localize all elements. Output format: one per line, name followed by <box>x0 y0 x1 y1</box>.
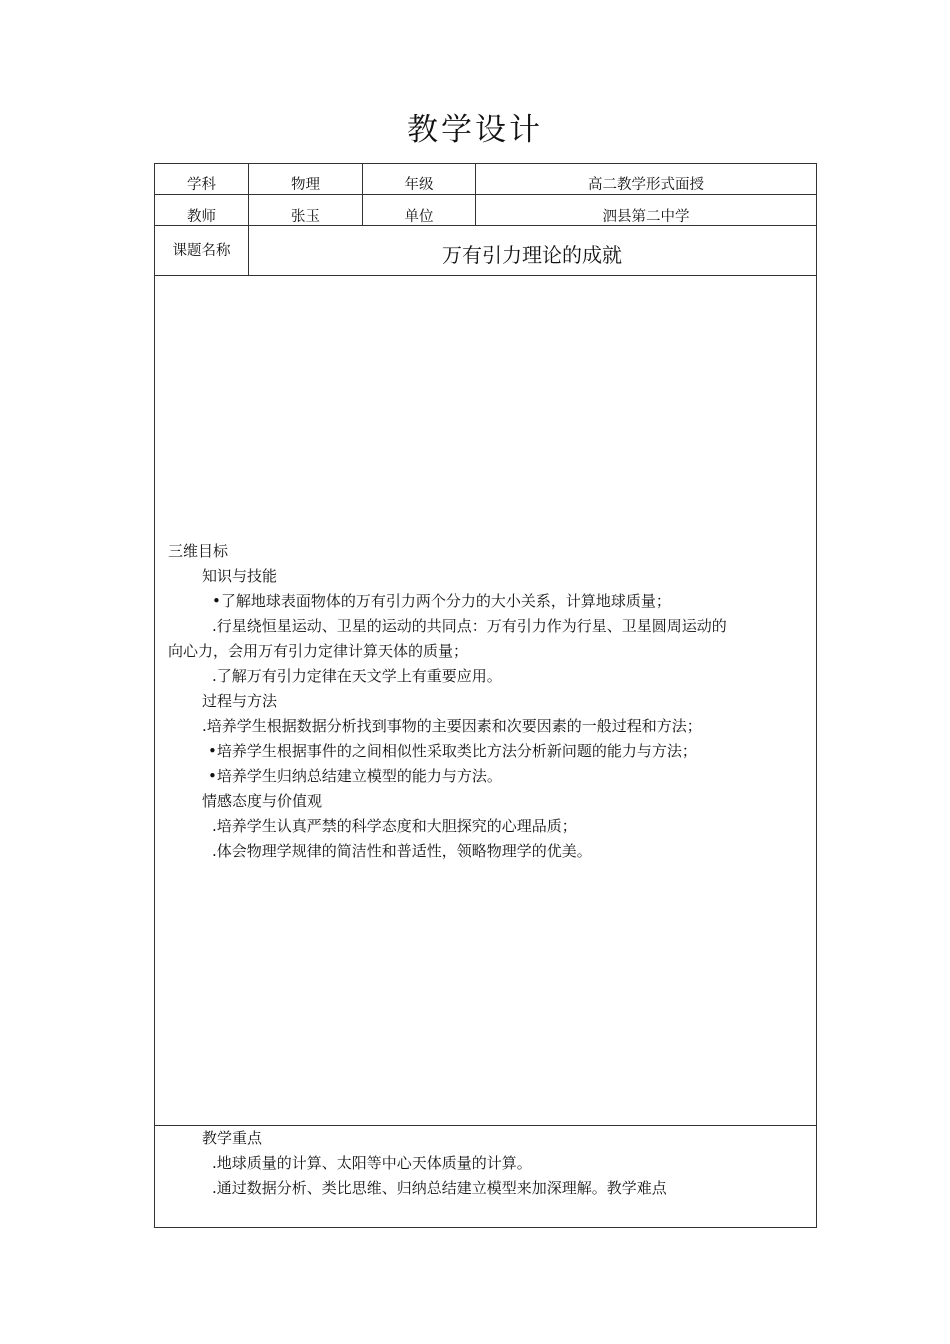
school-value: 泗县第二中学 <box>602 209 690 225</box>
knowledge-item: .了解万有引力定律在天文学上有重要应用。 <box>212 667 502 685</box>
grade-value: 高二教学形式面授 <box>588 177 704 193</box>
process-heading: 过程与方法 <box>202 692 278 710</box>
emotion-item: .体会物理学规律的简洁性和普适性，领略物理学的优美。 <box>212 842 592 860</box>
emotion-heading: 情感态度与价值观 <box>202 792 323 810</box>
subject-value: 物理 <box>291 177 320 193</box>
knowledge-item: .行星绕恒星运动、卫星的运动的共同点：万有引力作为行星、卫星圆周运动的 <box>212 617 727 635</box>
process-item: •培养学生归纳总结建立模型的能力与方法。 <box>208 767 502 785</box>
document-title: 教学设计 <box>407 112 543 148</box>
objectives-section <box>168 539 808 864</box>
process-item: .培养学生根据数据分析找到事物的主要因素和次要因素的一般过程和方法； <box>202 717 702 735</box>
table-border-bottom <box>154 1227 817 1228</box>
subject-label: 学科 <box>187 177 216 193</box>
emotion-item: .培养学生认真严禁的科学态度和大胆探究的心理品质； <box>212 817 577 835</box>
teacher-value: 张玉 <box>291 209 320 225</box>
topic-label: 课题名称 <box>172 243 231 259</box>
knowledge-item-continued: 向心力，会用万有引力定律计算天体的质量； <box>168 642 469 660</box>
knowledge-item: •了解地球表面物体的万有引力两个分力的大小关系，计算地球质量； <box>212 592 671 610</box>
row-divider <box>154 194 817 195</box>
row-divider <box>154 275 817 276</box>
topic-value: 万有引力理论的成就 <box>442 243 622 267</box>
knowledge-heading: 知识与技能 <box>202 567 278 585</box>
key-point-item: .通过数据分析、类比思维、归纳总结建立模型来加深理解。教学难点 <box>212 1179 667 1197</box>
key-points-heading: 教学重点 <box>202 1129 263 1147</box>
key-points-section <box>168 1126 808 1201</box>
key-point-item: .地球质量的计算、太阳等中心天体质量的计算。 <box>212 1154 532 1172</box>
table-border-right <box>816 163 817 1228</box>
teacher-label: 教师 <box>187 209 216 225</box>
table-border-top <box>154 163 817 164</box>
process-item: •培养学生根据事件的之间相似性采取类比方法分析新问题的能力与方法； <box>208 742 697 760</box>
objectives-heading: 三维目标 <box>168 542 229 560</box>
row-divider <box>154 225 817 226</box>
grade-label: 年级 <box>404 177 434 193</box>
school-label: 单位 <box>404 209 434 225</box>
table-border-left <box>154 163 155 1228</box>
